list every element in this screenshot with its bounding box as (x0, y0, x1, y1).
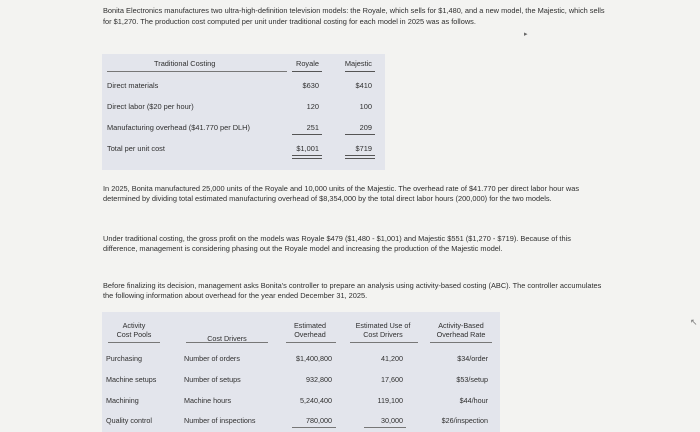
gross-profit-paragraph: Under traditional costing, the gross profit on the models was Royale $479 ($1,480 - $1,001) and Majestic $551 ($1,270 - $719). Because of this difference, management is considering phasing out the Royale model and increasing the production of the Majestic model. (103, 234, 571, 254)
estimated-use: 41,200 (381, 354, 403, 363)
royale-value: 120 (306, 102, 319, 111)
pool-name: Quality control (106, 416, 152, 425)
royale-subtotal-rule (292, 134, 322, 135)
use-header-underline (350, 342, 418, 343)
pool-column-header: Activity Cost Pools (116, 321, 152, 339)
royale-value: 251 (306, 123, 319, 132)
intro-paragraph: Bonita Electronics manufactures two ultra-high-definition television models: the Royale, which sells for $1,480, and a new model, the Majestic, which sells for $1,270. The production cost computed per unit under traditional costing for each model in 2025 was as follows. (103, 6, 605, 26)
production-paragraph: In 2025, Bonita manufactured 25,000 units of the Royale and 10,000 units of the Majestic. The overhead rate of $41.770 per direct labor hour was determined by dividing total estimated manufacturing overhead of $8,354,000 by the total direct labor hours (200,000) for the two models. (103, 184, 580, 204)
rate-column-header: Activity-Based Overhead Rate (436, 321, 486, 339)
traditional-costing-header: Traditional Costing (154, 59, 216, 68)
row-label: Total per unit cost (107, 144, 165, 153)
overhead-rate: $44/hour (459, 396, 488, 405)
estimated-use: 119,100 (377, 396, 403, 405)
overhead-header-underline (286, 342, 336, 343)
rate-header-underline (430, 342, 492, 343)
royale-value: $630 (302, 81, 319, 90)
majestic-value: 209 (359, 123, 372, 132)
pool-name: Machining (106, 396, 139, 405)
royale-column-header: Royale (295, 59, 319, 68)
use-total-rule (364, 427, 406, 428)
cost-driver: Number of inspections (184, 416, 256, 425)
abc-intro-paragraph: Before finalizing its decision, management asks Bonita's controller to prepare an analysis using activity-based costing (ABC). The controller accumulates the following information about overhead for the year ended December 31, 2025. (103, 281, 602, 301)
estimated-use: 17,600 (381, 375, 403, 384)
estimated-use: 30,000 (381, 416, 403, 425)
estimated-overhead: $1,400,800 (296, 354, 332, 363)
traditional-costing-table (102, 54, 385, 170)
table-row (102, 102, 385, 114)
driver-header-underline (186, 342, 268, 343)
overhead-total-rule (292, 427, 336, 428)
majestic-value: 100 (359, 102, 372, 111)
royale-header-underline (292, 71, 322, 72)
overhead-column-header: Estimated Overhead (294, 321, 326, 339)
row-label: Manufacturing overhead ($41.770 per DLH) (107, 123, 250, 132)
pool-header-underline (108, 342, 160, 343)
royale-total-double-rule (292, 155, 322, 159)
overhead-rate: $26/inspection (441, 416, 488, 425)
majestic-header-underline (345, 71, 375, 72)
majestic-subtotal-rule (345, 134, 375, 135)
pool-name: Purchasing (106, 354, 142, 363)
header-underline (107, 71, 287, 72)
row-label: Direct labor ($20 per hour) (107, 102, 194, 111)
table-row (102, 123, 385, 135)
royale-value: $1,001 (296, 144, 319, 153)
cost-driver: Number of orders (184, 354, 240, 363)
abc-overhead-table (102, 312, 500, 432)
cursor-caret-icon: ▸ (524, 31, 528, 38)
table-row (102, 144, 385, 156)
estimated-overhead: 5,240,400 (300, 396, 332, 405)
use-column-header: Estimated Use of Cost Drivers (355, 321, 411, 339)
overhead-rate: $34/order (457, 354, 488, 363)
row-label: Direct materials (107, 81, 159, 90)
majestic-value: $719 (355, 144, 372, 153)
majestic-column-header: Majestic (344, 59, 372, 68)
table-row (102, 81, 385, 93)
cost-driver: Number of setups (184, 375, 241, 384)
cost-driver: Machine hours (184, 396, 232, 405)
driver-column-header: Cost Drivers (207, 334, 247, 343)
pool-name: Machine setups (106, 375, 157, 384)
mouse-pointer-icon: ↖ (690, 317, 698, 327)
overhead-rate: $53/setup (456, 375, 488, 384)
majestic-total-double-rule (345, 155, 375, 159)
majestic-value: $410 (355, 81, 372, 90)
estimated-overhead: 932,800 (306, 375, 332, 384)
estimated-overhead: 780,000 (306, 416, 332, 425)
